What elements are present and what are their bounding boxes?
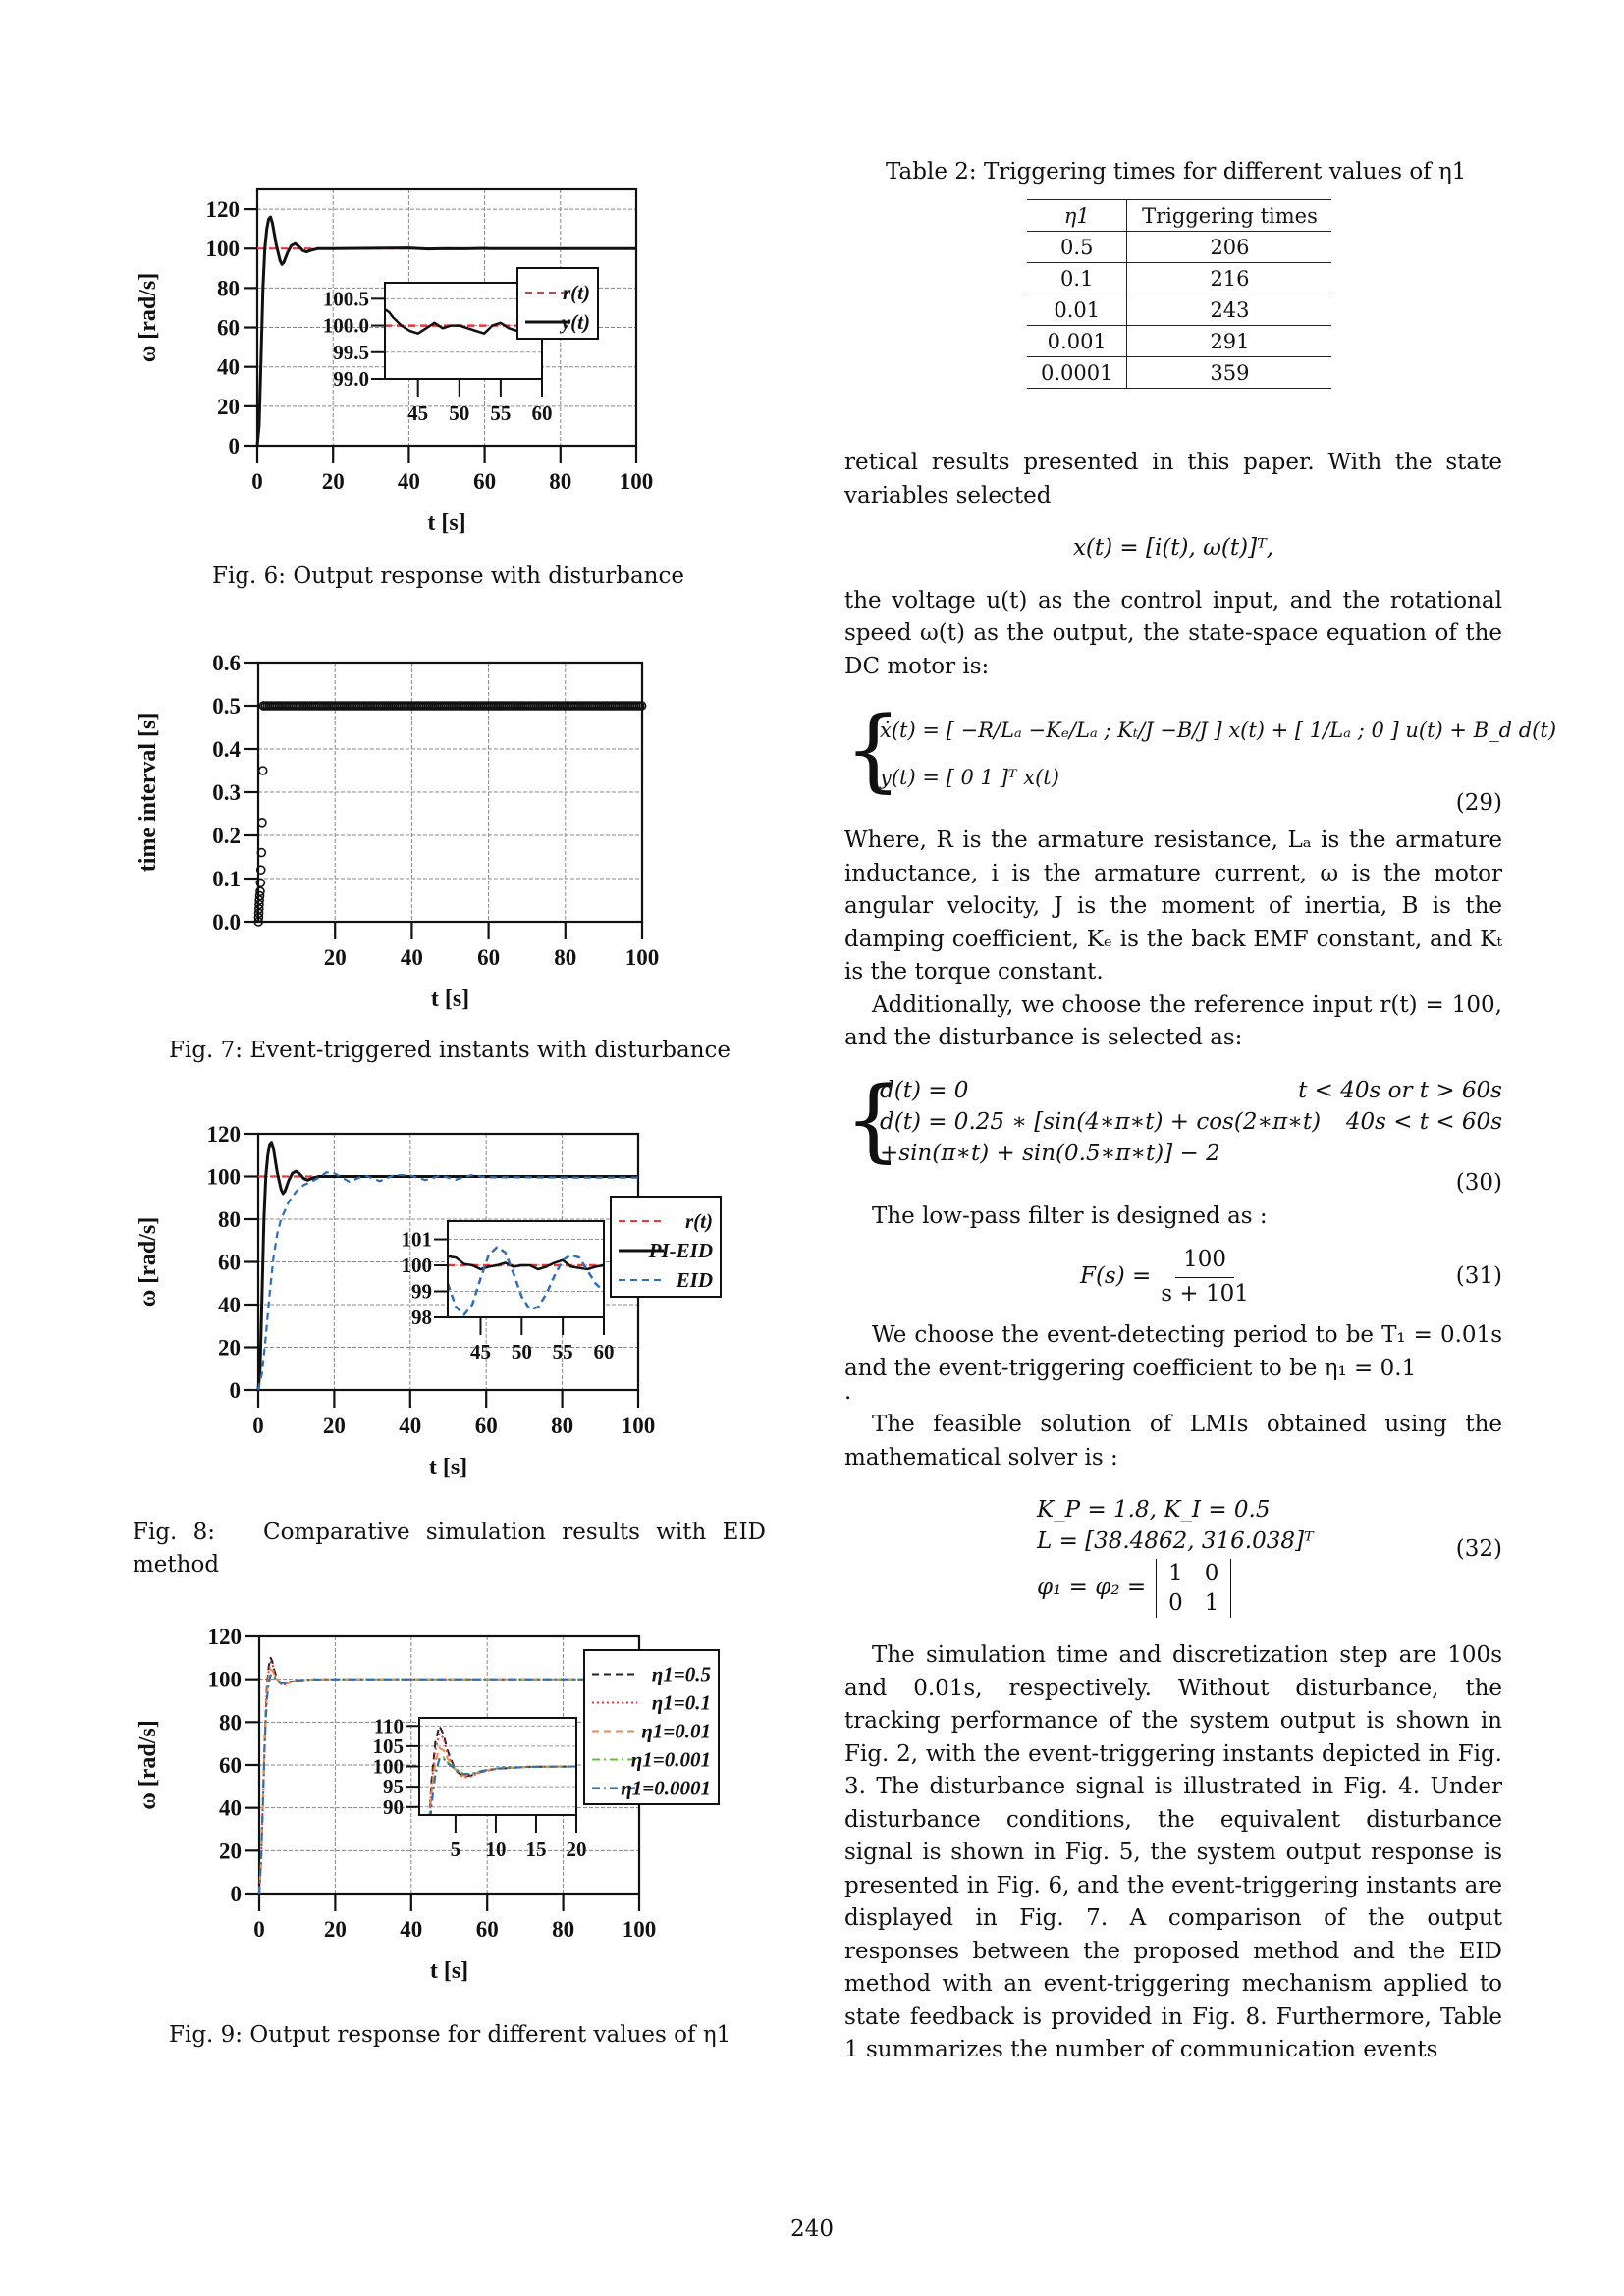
inset-x-tick-label: 55 [552,1340,573,1363]
page-number: 240 [790,2216,834,2242]
inset-y-tick-label: 105 [372,1734,404,1758]
matrix-cell: 0 [1168,1590,1183,1616]
equation-31-denominator: s + 101 [1161,1280,1249,1307]
inset-y-tick-label: 98 [411,1306,432,1329]
table-row [1027,294,1331,326]
equation-32-line1: K_P = 1.8, K_I = 0.5 [1037,1497,1271,1522]
y-tick-label: 120 [207,1625,242,1649]
paragraph: Additionally, we choose the reference input r(t) = 100, and the disturbance is selected as: [844,991,1502,1050]
inset-x-tick-label: 50 [449,401,470,425]
y-tick-label: 60 [218,1250,241,1275]
x-tick-label: 60 [473,469,497,494]
equation-29-line1: ẋ(t) = [ −R/Lₐ −Kₑ/Lₐ ; Kₜ/J −B/J ] x(t) + [ 1/Lₐ ; 0 ] u(t) + B_d d(t) [880,719,1557,742]
x-tick-label: 20 [323,945,347,970]
y-tick-label: 40 [218,1293,241,1317]
inset-x-tick-label: 60 [593,1340,615,1363]
y-tick-label: 100 [205,237,240,262]
x-tick-label: 100 [622,1917,657,1942]
y-tick-label: 0.4 [212,737,241,762]
figure-8 [128,1119,766,1502]
fig8-chart [128,1119,766,1502]
inset-x-tick-label: 45 [407,401,429,425]
table-cell-eta: 0.001 [1027,326,1127,357]
inset-x-tick-label: 60 [531,401,553,425]
legend-label: η1=0.001 [630,1747,711,1772]
paragraph: the voltage u(t) as the control input, and the rotational speed ω(t) as the output, the state-space equation of the DC motor is: [844,587,1502,679]
y-tick-label: 100 [206,1164,241,1190]
equation-29-line2: y(t) = [ 0 1 ]ᵀ x(t) [880,766,1059,789]
table-cell-eta: 0.5 [1027,232,1127,263]
x-tick-label: 0 [253,1917,265,1942]
equation-30-cond2: 40s < t < 60s [1345,1108,1502,1135]
matrix-cell: 1 [1168,1561,1183,1586]
equation-29 [844,697,1557,819]
left-brace: { [844,697,902,802]
y-tick-label: 60 [219,1753,242,1778]
equation-state-vector: x(t) = [i(t), ω(t)]ᵀ, [1072,535,1274,561]
y-tick-label: 100 [207,1667,242,1692]
y-tick-label: 40 [217,354,240,380]
y-tick-label: 0.3 [212,780,241,805]
table-cell-times: 291 [1127,326,1332,357]
y-tick-label: 0 [230,1882,242,1906]
x-tick-label: 80 [549,469,572,494]
legend [584,1650,719,1804]
y-tick-label: 120 [205,197,240,223]
x-tick-label: 20 [322,1414,346,1438]
equation-32-line3 [1037,1559,1231,1618]
x-tick-label: 40 [399,1414,422,1438]
table-cell-eta: 0.0001 [1027,357,1127,389]
triggering-times-table [1027,199,1331,389]
table-header-row [1027,200,1331,232]
x-tick-label: 0 [252,1414,264,1438]
y-tick-label: 0.0 [212,910,241,934]
fig9-chart [128,1625,766,1998]
matrix-row [1168,1588,1218,1618]
equation-31-body [1080,1241,1249,1313]
inset-x-tick-label: 10 [485,1838,507,1861]
x-tick-label: 60 [474,1414,498,1438]
legend [611,1197,721,1297]
equation-30-line2: d(t) = 0.25 ∗ [sin(4∗π∗t) + cos(2∗π∗t) [880,1108,1322,1135]
x-axis-label: t [s] [427,510,466,536]
fig6-chart [128,177,766,550]
paragraph: retical results presented in this paper. With the state variables selected [844,450,1502,508]
inset-y-tick-label: 100.5 [322,287,369,311]
fig7-chart [128,643,766,1026]
table-row [1027,232,1331,263]
inset-y-tick-label: 99 [411,1279,432,1304]
equation-30-number: (30) [1455,1169,1502,1196]
x-tick-label: 60 [477,945,501,970]
legend [517,268,598,339]
inset-x-tick-label: 55 [490,401,512,425]
fig8-caption-line2: method [133,1552,220,1577]
table-header-eta: η1 [1027,200,1127,232]
equation-30-line1: d(t) = 0 [880,1077,969,1103]
x-tick-label: 100 [621,1414,656,1438]
legend-label: EID [676,1268,713,1292]
fig7-caption: Fig. 7: Event-triggered instants with disturbance [169,1038,731,1063]
table-cell-times: 216 [1127,263,1332,294]
y-tick-label: 80 [219,1710,242,1735]
table-row [1027,263,1331,294]
equation-30-cond1: t < 40s or t > 60s [1298,1077,1502,1103]
y-tick-label: 20 [219,1839,242,1864]
x-axis-label: t [s] [429,1958,469,1984]
equation-31-lhs: F(s) = [1080,1263,1152,1290]
paragraph: The low-pass filter is designed as : [872,1202,1268,1229]
y-axis-label: ω [rad/s] [135,1216,161,1308]
y-tick-label: 40 [219,1795,242,1821]
legend-label: η1=0.5 [651,1662,711,1686]
fig8-caption-line1: Fig. 8: Comparative simulation results with EID [133,1520,766,1545]
x-tick-label: 20 [321,469,345,494]
x-tick-label: 80 [554,945,577,970]
matrix-row [1168,1559,1218,1588]
x-tick-label: 40 [400,945,423,970]
x-tick-label: 60 [475,1917,499,1942]
equation-30 [844,1066,1502,1201]
y-tick-label: 0.5 [212,694,241,719]
paragraph: The feasible solution of LMIs obtained using the mathematical solver is : [844,1412,1502,1470]
y-tick-label: 0.6 [212,651,241,675]
y-tick-label: 80 [218,1207,241,1232]
equation-31-numerator: 100 [1175,1244,1234,1278]
y-tick-label: 0 [228,434,240,458]
inset-y-tick-label: 100 [372,1754,404,1779]
left-brace: { [844,1066,902,1172]
x-tick-label: 100 [624,945,660,970]
table-cell-eta: 0.1 [1027,263,1127,294]
legend-label: y(t) [561,310,590,334]
x-tick-label: 80 [551,1414,574,1438]
equation-31 [844,1241,1502,1319]
inset-x-tick-label: 20 [566,1838,587,1861]
x-axis-label: t [s] [430,987,470,1012]
y-tick-label: 120 [206,1122,241,1147]
x-tick-label: 0 [251,469,263,494]
inset-y-tick-label: 99.5 [333,340,369,364]
inset-y-tick-label: 90 [383,1794,404,1819]
trigger-point [258,819,266,827]
equation-31-fraction [1161,1244,1249,1310]
paragraph: We choose the event-detecting period to be T₁ = 0.01s and the event-triggering coefficient to be η₁ = 0.1 [844,1322,1502,1381]
equation-32 [844,1494,1502,1631]
y-tick-label: 0.2 [212,824,241,848]
equation-32-line2: L = [38.4862, 316.038]ᵀ [1037,1528,1314,1554]
inset-x-tick-label: 15 [525,1838,547,1861]
table-row [1027,357,1331,389]
y-axis-label: time interval [s] [135,712,161,873]
inset-y-tick-label: 100.0 [322,313,369,338]
fig9-caption: Fig. 9: Output response for different values of η1 [169,2022,731,2048]
paragraph: Where, R is the armature resistance, Lₐ is the armature inductance, i is the armature current, ω is the motor angular velocity, J is the moment of inertia, B is the damping coefficient, Kₑ is the back EMF constant, and Kₜ is the torque constant. [844,828,1502,985]
legend-label: η1=0.0001 [621,1776,711,1800]
equation-32-phi: φ₁ = φ₂ = [1037,1575,1147,1601]
fig8-caption [133,1517,790,1581]
equation-30-line3: +sin(π∗t) + sin(0.5∗π∗t)] − 2 [880,1140,1220,1166]
x-tick-label: 40 [400,1917,423,1942]
table-row [1027,326,1331,357]
equation-32-number: (32) [1455,1536,1502,1562]
y-tick-label: 0 [229,1378,241,1403]
legend-label: PI-EID [648,1239,713,1262]
right-column-text [844,447,1557,2067]
x-tick-label: 100 [619,469,654,494]
legend-label: η1=0.1 [651,1690,711,1715]
fig6-caption: Fig. 6: Output response with disturbance [212,563,684,589]
paragraph: The simulation time and discretization step are 100s and 0.01s, respectively. Without disturbance, the tracking performance of the system output is shown in Fig. 2, with the event-triggering instants depicted in Fig. 3. The disturbance signal is illustrated in Fig. 4. Under disturbance conditions, the equivalent disturbance signal is shown in Fig. 5, the system output response is presented in Fig. 6, and the event-triggering instants are displayed in Fig. 7. A comparison of the output responses between the proposed method and the EID method with an event-triggering mechanism applied to state feedback is provided in Fig. 8. Furthermore, Table 1 summarizes the number of communication events [844,1642,1502,2062]
trigger-point [259,767,267,774]
equation-31-number: (31) [1455,1263,1502,1289]
inset-x-tick-label: 50 [511,1340,532,1363]
matrix-cell: 0 [1204,1561,1219,1586]
y-axis-label: ω [rad/s] [135,272,161,363]
legend-label: r(t) [563,281,590,304]
figure-6 [128,177,766,550]
paragraph-dot: . [844,1379,852,1405]
x-axis-label: t [s] [428,1455,468,1480]
x-tick-label: 20 [323,1917,347,1942]
inset-y-tick-label: 95 [383,1775,404,1799]
matrix-cell: 1 [1204,1590,1219,1616]
legend-label: r(t) [685,1209,713,1233]
figure-7 [128,643,766,1026]
y-tick-label: 20 [217,394,240,419]
y-tick-label: 20 [218,1335,241,1361]
inset-x-tick-label: 5 [450,1838,461,1861]
x-tick-label: 40 [397,469,420,494]
table2 [1027,199,1331,389]
table2-caption: Table 2: Triggering times for different values of η1 [886,159,1467,185]
inset-x-tick-label: 45 [469,1340,491,1363]
inset-y-tick-label: 110 [373,1714,404,1738]
y-axis-label: ω [rad/s] [135,1720,161,1810]
y-tick-label: 80 [217,276,240,301]
table-cell-eta: 0.01 [1027,294,1127,326]
table-header-triggering-times: Triggering times [1127,200,1332,232]
table-cell-times: 359 [1127,357,1332,389]
x-tick-label: 80 [552,1917,575,1942]
inset-y-tick-label: 100 [401,1254,432,1278]
figure-9 [128,1625,766,1998]
y-tick-label: 0.1 [212,867,241,891]
legend-label: η1=0.01 [641,1719,711,1743]
equation-29-number: (29) [1455,790,1502,816]
identity-matrix [1156,1559,1231,1618]
table-cell-times: 206 [1127,232,1332,263]
inset-y-tick-label: 101 [401,1227,432,1252]
table-cell-times: 243 [1127,294,1332,326]
inset-y-tick-label: 99.0 [333,367,369,391]
y-tick-label: 60 [217,315,240,341]
